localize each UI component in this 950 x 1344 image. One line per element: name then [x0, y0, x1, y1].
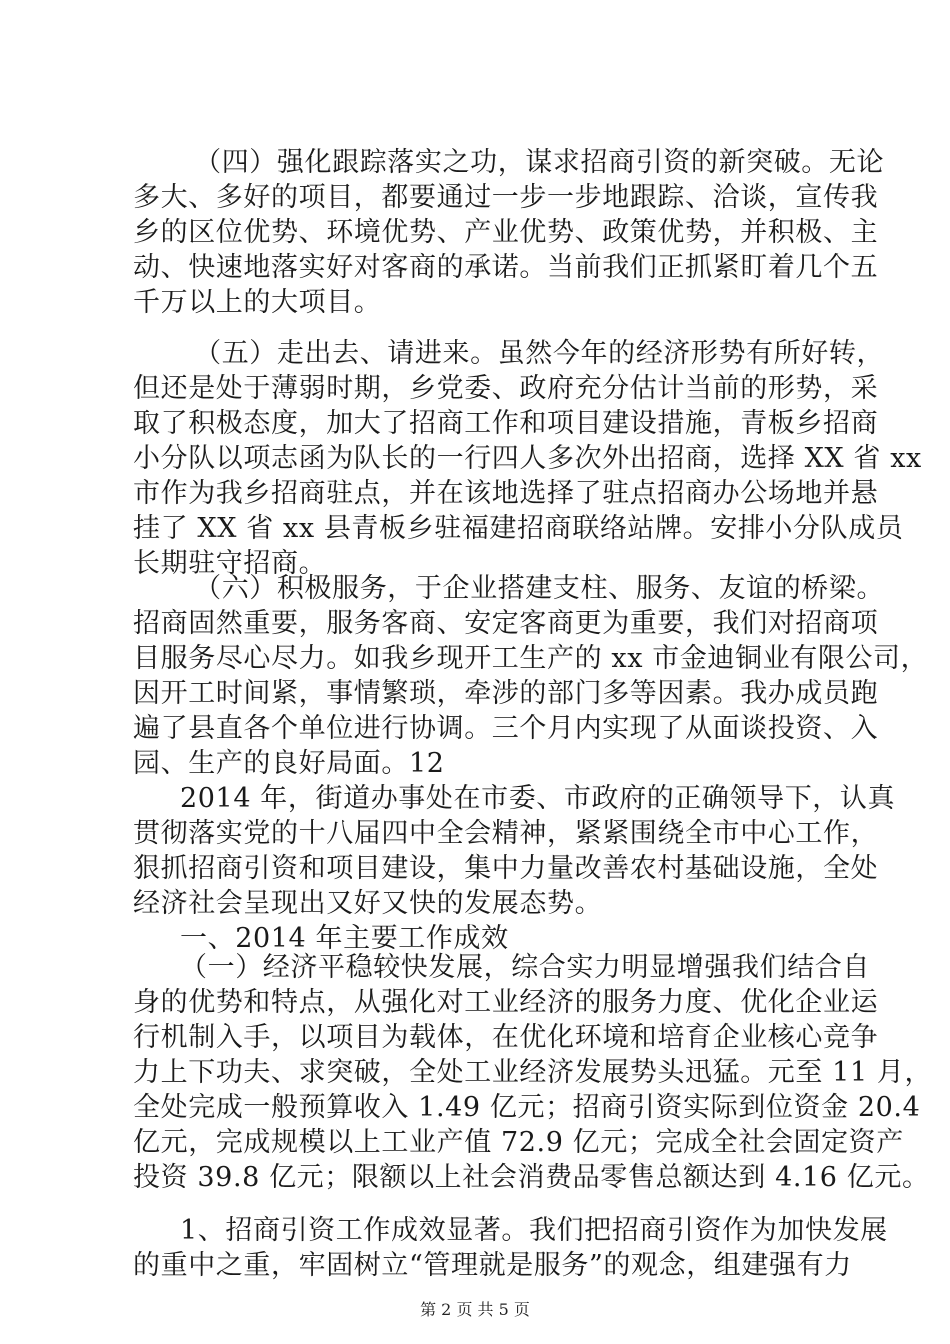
- paragraph-5-line-4: 小分队以项志函为队长的一行四人多次外出招商，选择 XX 省 xx: [133, 443, 922, 474]
- paragraph-5-line-3: 取了积极态度，加大了招商工作和项目建设措施，青板乡招商: [133, 408, 879, 439]
- paragraph-sub1-line-6: 亿元，完成规模以上工业产值 72.9 亿元；完成全社会固定资产: [133, 1127, 904, 1158]
- paragraph-sub1-line-5: 全处完成一般预算收入 1.49 亿元；招商引资实际到位资金 20.4: [133, 1092, 921, 1123]
- paragraph-6-line-6: 园、生产的良好局面。12: [133, 748, 445, 779]
- paragraph-item1-line-1: 1、招商引资工作成效显著。我们把招商引资作为加快发展: [180, 1215, 888, 1246]
- paragraph-5-line-1: （五）走出去、请进来。虽然今年的经济形势有所好转，: [180, 338, 885, 369]
- paragraph-6-line-3: 目服务尽心尽力。如我乡现开工生产的 xx 市金迪铜业有限公司，: [133, 643, 929, 674]
- paragraph-sub1-line-4: 力上下功夫、求突破，全处工业经济发展势头迅猛。元至 11 月，: [133, 1057, 933, 1088]
- paragraph-4-line-5: 千万以上的大项目。: [133, 287, 382, 318]
- section-heading: 一、2014 年主要工作成效: [180, 923, 509, 954]
- paragraph-5-line-5: 市作为我乡招商驻点，并在该地选择了驻点招商办公场地并悬: [133, 478, 879, 509]
- paragraph-sub1-line-2: 身的优势和特点，从强化对工业经济的服务力度、优化企业运: [133, 987, 879, 1018]
- paragraph-4-line-3: 乡的区位优势、环境优势、产业优势、政策优势，并积极、主: [133, 217, 879, 248]
- paragraph-2014-line-4: 经济社会呈现出又好又快的发展态势。: [133, 888, 603, 919]
- paragraph-sub1-line-7: 投资 39.8 亿元；限额以上社会消费品零售总额达到 4.16 亿元。: [133, 1162, 930, 1193]
- paragraph-5-line-2: 但还是处于薄弱时期，乡党委、政府充分估计当前的形势，采: [133, 373, 879, 404]
- paragraph-6-line-1: （六）积极服务，于企业搭建支柱、服务、友谊的桥梁。: [180, 573, 885, 604]
- paragraph-4-line-2: 多大、多好的项目，都要通过一步一步地跟踪、洽谈，宣传我: [133, 182, 879, 213]
- paragraph-sub1-line-3: 行机制入手，以项目为载体，在优化环境和培育企业核心竞争: [133, 1022, 879, 1053]
- paragraph-2014-line-3: 狠抓招商引资和项目建设，集中力量改善农村基础设施，全处: [133, 853, 879, 884]
- paragraph-5-line-7: 长期驻守招商。: [133, 548, 327, 579]
- paragraph-6-line-5: 遍了县直各个单位进行协调。三个月内实现了从面谈投资、入: [133, 713, 879, 744]
- paragraph-item1-line-2: 的重中之重，牢固树立“管理就是服务”的观念，组建强有力: [133, 1250, 852, 1281]
- paragraph-4-line-1: （四）强化跟踪落实之功，谋求招商引资的新突破。无论: [180, 147, 885, 178]
- paragraph-6-line-2: 招商固然重要，服务客商、安定客商更为重要，我们对招商项: [133, 608, 879, 639]
- paragraph-2014-line-2: 贯彻落实党的十八届四中全会精神，紧紧围绕全市中心工作，: [133, 818, 879, 849]
- paragraph-5-line-6: 挂了 XX 省 xx 县青板乡驻福建招商联络站牌。安排小分队成员: [133, 513, 904, 544]
- paragraph-6-line-4: 因开工时间紧，事情繁琐，牵涉的部门多等因素。我办成员跑: [133, 678, 879, 709]
- paragraph-4-line-4: 动、快速地落实好对客商的承诺。当前我们正抓紧盯着几个五: [133, 252, 879, 283]
- paragraph-2014-line-1: 2014 年，街道办事处在市委、市政府的正确领导下，认真: [180, 783, 896, 814]
- paragraph-sub1-line-1: （一）经济平稳较快发展，综合实力明显增强我们结合自: [180, 952, 870, 983]
- page-footer: 第 2 页 共 5 页: [420, 1300, 530, 1319]
